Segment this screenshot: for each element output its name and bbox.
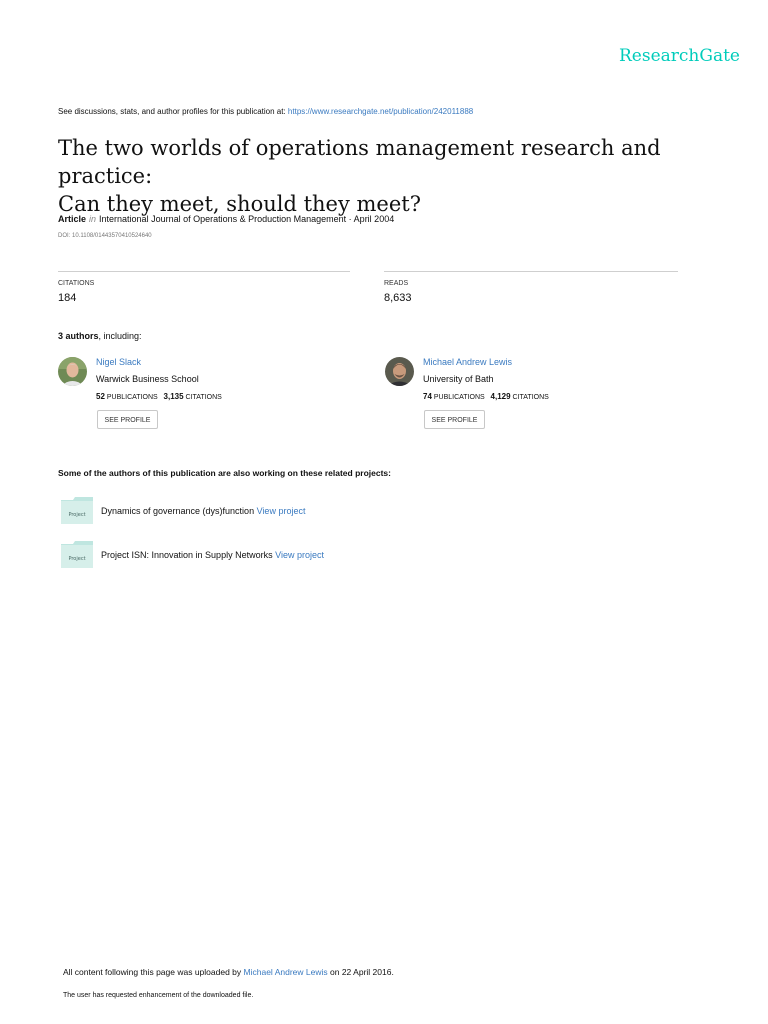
citations-label: CITATIONS: [58, 280, 95, 287]
author-1-publications-label: PUBLICATIONS: [106, 394, 158, 401]
upload-prefix: All content following this page was uploaded by: [63, 967, 242, 977]
project-1-name: Dynamics of governance (dys)function: [101, 506, 255, 516]
reads-label: READS: [384, 280, 409, 287]
author-2-publications-label: PUBLICATIONS: [433, 394, 485, 401]
paper-title: [58, 134, 718, 218]
project-folder-icon: [61, 497, 93, 524]
paper-title-line-2: Can they meet, should they meet?: [58, 192, 421, 216]
see-discussions-line: [58, 107, 473, 116]
author-2-institution: University of Bath: [423, 374, 494, 384]
project-icon-label: Project: [68, 512, 86, 518]
project-icon-label: Project: [68, 556, 86, 562]
enhancement-note: The user has requested enhancement of the downloaded file.: [63, 992, 254, 999]
reads-count: 8,633: [384, 292, 412, 304]
avatar-author-1[interactable]: [58, 357, 87, 386]
citations-count: 184: [58, 292, 77, 304]
author-1-citations-label: CITATIONS: [185, 394, 222, 401]
author-2-publications-count: 74: [423, 392, 432, 401]
author-2-citations-count: 4,129: [490, 392, 511, 401]
reads-divider: [384, 271, 678, 272]
upload-suffix: on 22 April 2016.: [330, 967, 394, 977]
author-2-name-link[interactable]: Michael Andrew Lewis: [423, 357, 513, 367]
author-1-stats: [96, 392, 222, 401]
author-1-institution: Warwick Business School: [96, 374, 199, 384]
researchgate-logo[interactable]: ResearchGate: [619, 46, 740, 66]
publication-url-link[interactable]: https://www.researchgate.net/publication/242011888: [287, 107, 474, 116]
project-1-view-link[interactable]: View project: [256, 506, 306, 516]
authors-count: 3 authors: [58, 331, 99, 341]
citations-divider: [58, 271, 350, 272]
project-1: [101, 506, 305, 516]
doi: DOI: 10.1108/01443570410524640: [58, 233, 152, 239]
article-in: in: [89, 214, 97, 224]
author-1-name-link[interactable]: Nigel Slack: [96, 357, 142, 367]
author-2-see-profile-button[interactable]: SEE PROFILE: [424, 410, 485, 429]
project-2-view-link[interactable]: View project: [275, 550, 324, 560]
project-2: [101, 550, 324, 560]
avatar-author-2[interactable]: [385, 357, 414, 386]
author-1-see-profile-button[interactable]: SEE PROFILE: [97, 410, 158, 429]
author-2-stats: [423, 392, 549, 401]
author-1-citations-count: 3,135: [163, 392, 184, 401]
paper-title-line-1: The two worlds of operations management research and practice:: [58, 136, 661, 188]
see-discussions-text: See discussions, stats, and author profiles for this publication at:: [58, 107, 286, 116]
article-meta: [58, 214, 394, 224]
project-2-name: Project ISN: Innovation in Supply Networks: [101, 550, 273, 560]
upload-note: [63, 967, 394, 977]
project-folder-icon: [61, 541, 93, 568]
author-1-publications-count: 52: [96, 392, 105, 401]
authors-suffix: , including:: [98, 331, 142, 341]
related-projects-heading: Some of the authors of this publication are also working on these related projects:: [58, 468, 391, 478]
article-type: Article: [58, 214, 87, 224]
uploader-link[interactable]: Michael Andrew Lewis: [243, 967, 328, 977]
authors-heading: [58, 331, 142, 341]
author-2-citations-label: CITATIONS: [512, 394, 549, 401]
article-venue: International Journal of Operations & Production Management · April 2004: [99, 214, 395, 224]
